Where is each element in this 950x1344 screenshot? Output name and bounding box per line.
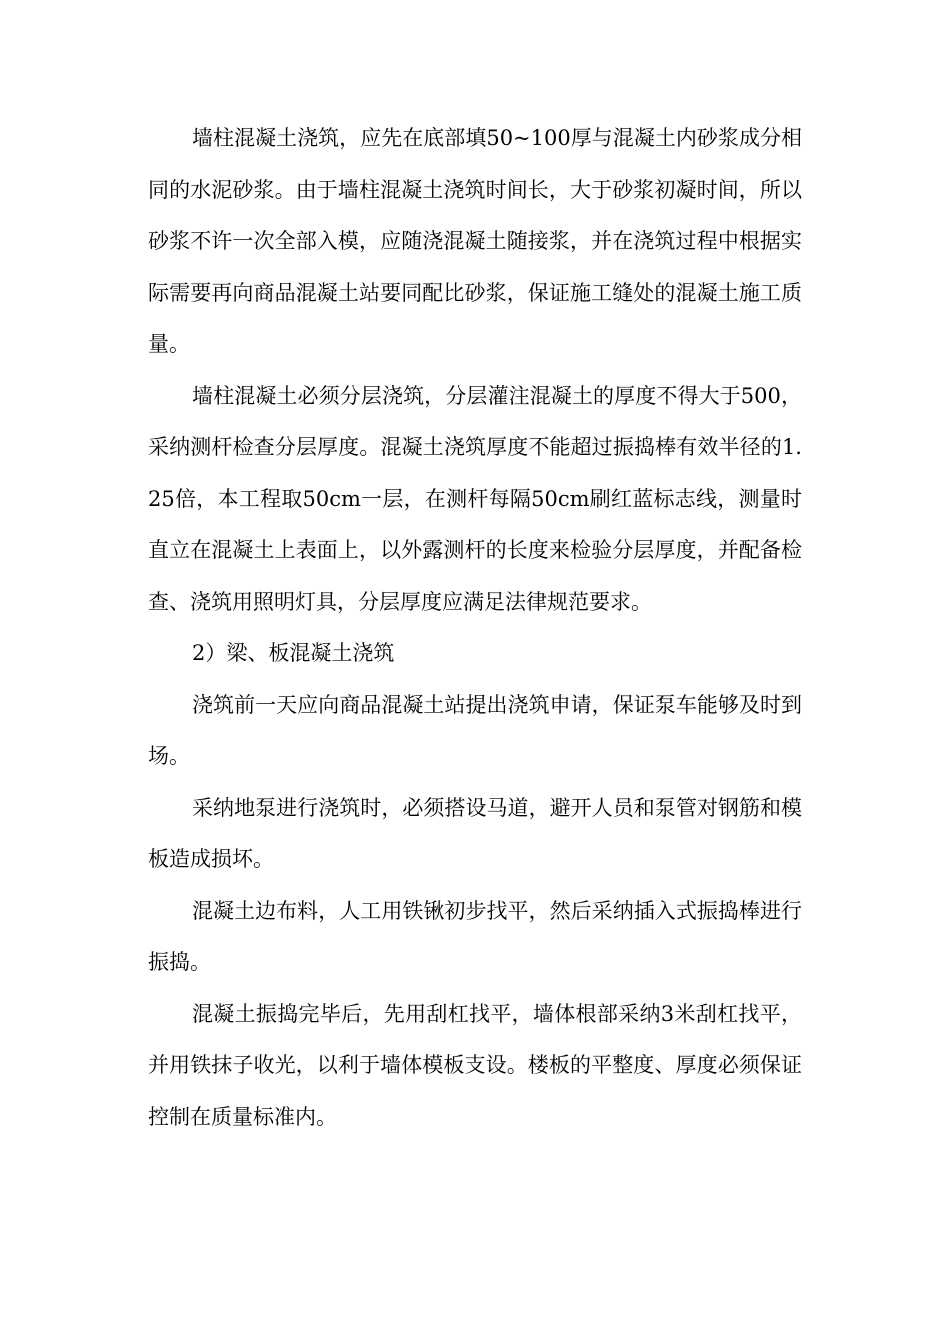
paragraph-wall-column-mortar: 墙柱混凝土浇筑，应先在底部填50~100厚与混凝土内砂浆成分相同的水泥砂浆。由于墙柱混凝土浇筑时间长，大于砂浆初凝时间，所以砂浆不许一次全部入模，应随浇混凝土随接浆，并在浇筑过程中根据实际需要再向商品混凝土站要同配比砂浆，保证施工缝处的混凝土施工质量。 — [148, 126, 802, 356]
paragraph-layered-pouring: 墙柱混凝土必须分层浇筑，分层灌注混凝土的厚度不得大于500，采纳测杆检查分层厚度。混凝土浇筑厚度不能超过振捣棒有效半径的1.25倍，本工程取50cm一层，在测杆每隔50cm刷红蓝标志线，测量时直立在混凝土上表面上，以外露测杆的长度来检验分层厚度，并配备检查、浇筑用照明灯具，分层厚度应满足法律规范要求。 — [148, 383, 802, 614]
paragraph-pour-application: 浇筑前一天应向商品混凝土站提出浇筑申请，保证泵车能够及时到场。 — [148, 692, 802, 768]
document-body — [148, 113, 802, 1143]
paragraph-leveling: 混凝土振捣完毕后，先用刮杠找平，墙体根部采纳3米刮杠找平，并用铁抹子收光，以利于墙体模板支设。楼板的平整度、厚度必须保证控制在质量标准内。 — [148, 1001, 802, 1129]
section-heading-beam-slab: 2）梁、板混凝土浇筑 — [192, 641, 395, 665]
paragraph-ground-pump: 采纳地泵进行浇筑时，必须搭设马道，避开人员和泵管对钢筋和模板造成损坏。 — [148, 795, 802, 871]
paragraph-distribution: 混凝土边布料，人工用铁锹初步找平，然后采纳插入式振捣棒进行振捣。 — [148, 898, 802, 974]
